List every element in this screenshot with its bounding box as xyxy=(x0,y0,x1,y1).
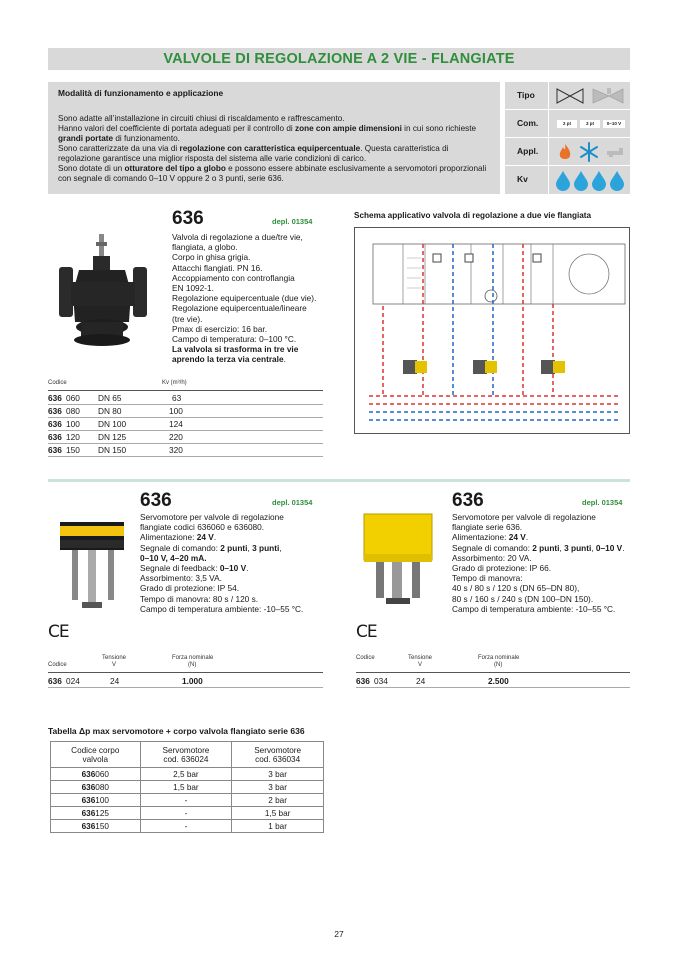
info-paragraph-1: Sono adatte all’installazione in circuiti chiusi di riscaldamento e raffrescamento. xyxy=(58,114,345,123)
valve-table-row: 636 100 DN 100 124 xyxy=(48,418,323,431)
info-paragraph-2: Hanno valori del coefficiente di portata adeguati per il controllo di zone con ampie dimensioni in cui sono richieste grandi portate di funzionamento. xyxy=(58,124,477,143)
dp-table-row: 636060 2,5 bar 3 bar xyxy=(51,768,324,781)
tap-icon xyxy=(607,148,623,157)
valve-depl: depl. 01354 xyxy=(272,217,313,226)
type-row-com: Com. 2 pt 3 pt 0–10 V xyxy=(505,110,630,138)
valve-col-kv: Kv (m³/h) xyxy=(162,380,187,386)
dp-table-row: 636080 1,5 bar 3 bar xyxy=(51,781,324,794)
schema-diagram xyxy=(354,227,630,434)
com-3pt-badge: 3 pt xyxy=(580,120,600,128)
ce-mark-2: CE xyxy=(356,622,377,642)
actuator-2-table-row: 636 034 24 2.500 xyxy=(356,675,630,688)
actuator-2-depl: depl. 01354 xyxy=(582,498,623,507)
snowflake-icon xyxy=(581,143,597,161)
valve-col-code: Codice xyxy=(48,380,67,386)
section-divider xyxy=(48,479,630,482)
dp-table: Codice corpo valvola Servomotore cod. 636024 Servomotore cod. 636034 636060 2,5 bar 3 bar 636080 1,5 bar 3 bar 636100 - 2 bar 636125 - 1,5 bar 636150 - 1 bar xyxy=(50,741,324,833)
valve-type-icon xyxy=(553,86,625,106)
type-box xyxy=(505,82,630,194)
type-row-kv: Kv xyxy=(505,166,630,194)
actuator-1-col-voltage: Tensione xyxy=(102,655,127,661)
valve-table-row: 636 120 DN 125 220 xyxy=(48,431,323,444)
page-title: VALVOLE DI REGOLAZIONE A 2 VIE - FLANGIATE xyxy=(163,51,515,67)
page-number: 27 xyxy=(334,929,344,939)
valve-description: Valvola di regolazione a due/tre vie, flangiata, a globo. Corpo in ghisa grigia. Attacchi flangiati. PN 16. Accoppiamento con controflangia EN 1092-1. Regolazione equipercentuale (due vie). Regolazione equipercentuale/lineare (tre vie). Pmax di esercizio: 16 bar. Campo di temperatura: 0–100 °C. La valvola si trasforma in tre vie aprendo la terza via centrale. xyxy=(172,232,317,365)
kv-drops-icon xyxy=(555,169,627,191)
info-heading: Modalità di funzionamento e applicazione xyxy=(58,88,224,98)
page-title-bar xyxy=(48,48,630,70)
actuator-1-depl: depl. 01354 xyxy=(272,498,313,507)
com-0-10v-badge: 0–10 V xyxy=(603,120,625,128)
com-2pt-badge: 2 pt xyxy=(557,120,577,128)
info-paragraph-3: Sono caratterizzate da una via di regolazione con caratteristica equipercentuale. Questa caratteristica di regolazione garantisce una miglior risposta del sistema alle varie condizioni di carico. xyxy=(58,144,449,163)
valve-model-number: 636 xyxy=(172,208,204,229)
actuator-2-image xyxy=(360,508,440,608)
ce-mark-1: CE xyxy=(48,622,69,642)
valve-table-row: 636 060 DN 65 63 xyxy=(48,392,323,405)
schema-title: Schema applicativo valvola di regolazione a due vie flangiata xyxy=(354,211,592,220)
info-box xyxy=(48,82,500,194)
dp-table-title: Tabella Δp max servomotore + corpo valvola flangiato serie 636 xyxy=(48,726,305,736)
actuator-2-col-code: Codice xyxy=(356,655,375,661)
actuator-2-col-voltage: Tensione xyxy=(408,655,433,661)
flame-icon xyxy=(560,144,570,159)
actuator-1-table-row: 636 024 24 1.000 xyxy=(48,675,323,688)
actuator-1-col-force: Forza nominale xyxy=(172,655,214,661)
dp-table-row: 636125 - 1,5 bar xyxy=(51,807,324,820)
dp-table-row: 636150 - 1 bar xyxy=(51,820,324,833)
actuator-2-description: Servomotore per valvole di regolazione flangiate serie 636. Alimentazione: 24 V. Segnale di comando: 2 punti, 3 punti, 0–10 V. Assorbimento: 20 VA. Grado di protezione: IP 66. Tempo di manovra: 40 s / 80 s / 120 s (DN 65–DN 80), 80 s / 160 s / 240 s (DN 100–DN 150). Campo di temperatura ambiente: -10–55 °C. xyxy=(452,512,625,614)
actuator-1-col-code: Codice xyxy=(48,662,67,668)
valve-table-row: 636 150 DN 150 320 xyxy=(48,444,323,457)
type-row-tipo: Tipo xyxy=(505,82,630,110)
actuator-2-col-force: Forza nominale xyxy=(478,655,520,661)
actuator-2-model-number: 636 xyxy=(452,490,484,511)
type-row-appl: Appl. xyxy=(505,138,630,166)
valve-product-image xyxy=(55,232,160,362)
dp-table-row: 636100 - 2 bar xyxy=(51,794,324,807)
actuator-1-description: Servomotore per valvole di regolazione flangiate codici 636060 e 636080. Alimentazione: 24 V. Segnale di comando: 2 punti, 3 punti, 0–10 V, 4–20 mA. Segnale di feedback: 0–10 V. Assorbimento: 3,5 VA. Grado di protezione: IP 54. Tempo di manovra: 80 s / 120 s. Campo di temperatura ambiente: -10–55 °C. xyxy=(140,512,304,614)
info-paragraph-4: Sono dotate di un otturatore del tipo a globo e possono essere abbinate esclusivamente a servomotori proporzionali con segnale di comando 0–10 V oppure 2 o 3 punti, serie 636. xyxy=(58,164,487,183)
valve-table-row: 636 080 DN 80 100 xyxy=(48,405,323,418)
actuator-1-image xyxy=(52,506,132,610)
actuator-1-model-number: 636 xyxy=(140,490,172,511)
hydraulic-schema-icon xyxy=(355,228,629,433)
